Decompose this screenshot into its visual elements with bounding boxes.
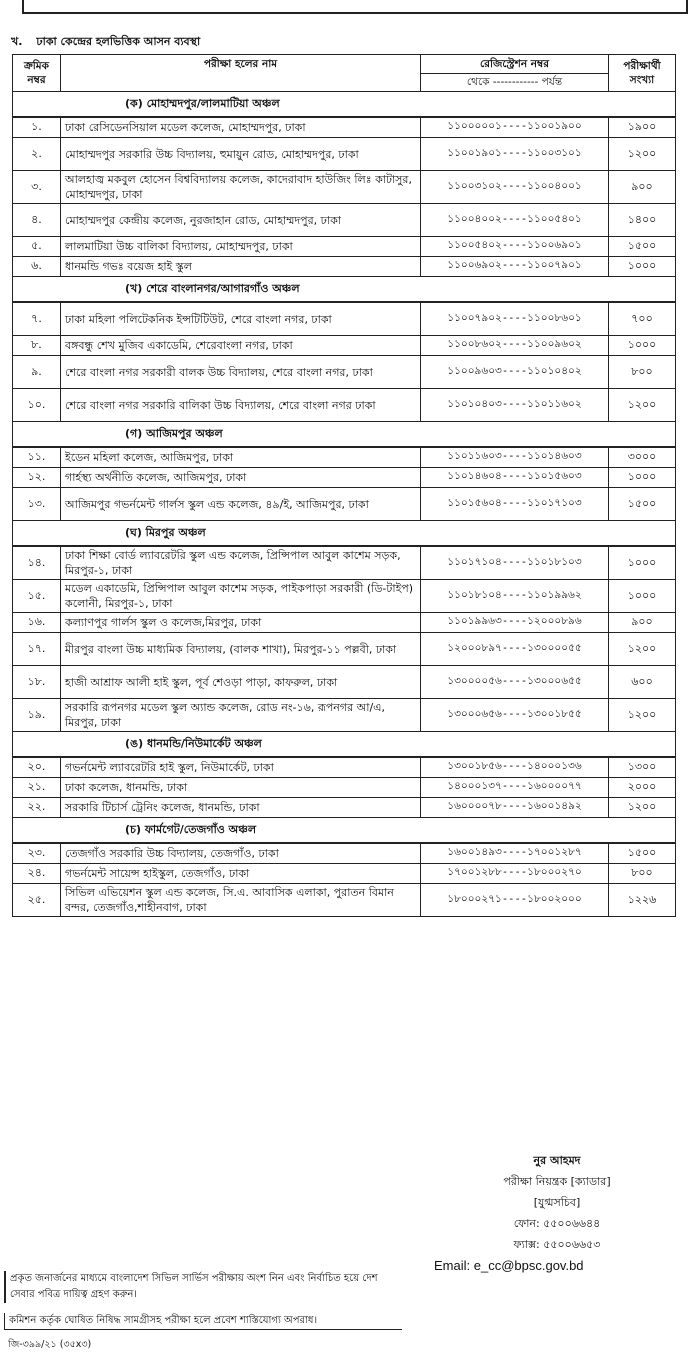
group-header-row [13,818,676,844]
candidate-count-cell: ১৫০০ [609,237,676,257]
reg-range-cell: ১৩০০১৮৫৬----১৪০০০১৩৬ [421,757,609,778]
table-row [13,171,676,204]
signatory-title: পরীক্ষা নিয়ন্ত্রক [ক্যাডার] [503,1175,611,1188]
serial-cell: ১৭. [13,633,61,666]
table-row [13,447,676,468]
group-header-row [13,92,676,118]
reg-range-cell: ১১০১১৬০৩----১১০১৪৬০৩ [421,447,609,468]
serial-cell: ১৪. [13,546,61,580]
header-count: পরীক্ষার্থী সংখ্যা [609,55,676,92]
signatory-name: নুর আহমদ [533,1154,581,1167]
hall-name-cell: সরকারি টিচার্স ট্রেনিং কলেজ, ধানমন্ডি, ঢাকা [61,798,421,818]
table-row [13,389,676,422]
reg-range-cell: ১১০১৭১০৪----১১০১৮১০৩ [421,546,609,580]
table-row [13,257,676,277]
candidate-count-cell: ১২২৬ [609,884,676,917]
hall-name-cell: মডেল একাডেমি, প্রিন্সিপাল আবুল কাশেম সড়ক, পাইকপাড়া সরকারী (ডি-টাইপ) কলোনী, মিরপুর-১, ঢাকা [61,580,421,613]
group-title: (ক) মোহাম্মদপুর/লালমাটিয়া অঞ্চল [13,92,676,118]
hall-name-cell: কল্যাণপুর গার্লস স্কুল ও কলেজ,মিরপুর, ঢাকা [61,613,421,633]
hall-name-cell: সিভিল এভিয়েশন স্কুল এন্ড কলেজ, সি.এ. আবাসিক এলাকা, পুরাতন বিমান বন্দর, তেজগাঁও,শাহীনবাগ, ঢাকা [61,884,421,917]
seat-plan-table [12,54,676,917]
candidate-count-cell: ১৫০০ [609,488,676,521]
candidate-count-cell: ২০০০ [609,778,676,798]
table-row [13,757,676,778]
hall-name-cell: ঢাকা কলেজ, ধানমন্ডি, ঢাকা [61,778,421,798]
candidate-count-cell: ১২০০ [609,633,676,666]
candidate-count-cell: ১০০০ [609,336,676,356]
reg-range-cell: ১১০১৪৬০৪----১১০১৫৬০৩ [421,468,609,488]
hall-name-cell: বঙ্গবন্ধু শেখ মুজিব একাডেমি, শেরেবাংলা নগর, ঢাকা [61,336,421,356]
serial-cell: ২৩. [13,843,61,864]
reg-range-cell: ১৮০০০২৭১----১৮০০২০০০ [421,884,609,917]
candidate-count-cell: ১৩০০ [609,757,676,778]
hall-name-cell: ঢাকা মহিলা পলিটেকনিক ইন্সটিটিউট, শেরে বাংলা নগর, ঢাকা [61,302,421,336]
document-code: জি-৩৯৯/২১ (৩৫x৩) [8,1339,92,1350]
candidate-count-cell: ৬০০ [609,666,676,699]
serial-cell: ৯. [13,356,61,389]
group-title: (ঙ) ধানমন্ডি/নিউমার্কেট অঞ্চল [13,732,676,758]
serial-cell: ১০. [13,389,61,422]
reg-range-cell: ১৩০০০০৫৬----১৩০০০৬৫৫ [421,666,609,699]
table-row [13,633,676,666]
table-row [13,488,676,521]
table-row [13,237,676,257]
hall-name-cell: শেরে বাংলা নগর সরকারি বালিকা উচ্চ বিদ্যালয়, শেরে বাংলা নগর ঢাকা [61,389,421,422]
serial-cell: ৫. [13,237,61,257]
serial-cell: ১৩. [13,488,61,521]
hall-name-cell: ইডেন মহিলা কলেজ, আজিমপুর, ঢাকা [61,447,421,468]
candidate-count-cell: ১০০০ [609,546,676,580]
serial-cell: ১৫. [13,580,61,613]
candidate-count-cell: ১২০০ [609,138,676,171]
reg-range-cell: ১১০১৯৯৬৩----১২০০০৮৯৬ [421,613,609,633]
exam-notice: প্রকৃত জনার্জনের মাধ্যমে বাংলাদেশ সিভিল সার্ভিস পরীক্ষায় অংশ নিন এবং নির্বাচিত হয়ে দেশ সেবার পবিত্র দায়িত্ব গ্রহণ করুন। [4,1271,405,1303]
reg-range-cell: ১১০১০৪০৩----১১০১১৬০২ [421,389,609,422]
hall-name-cell: লালমাটিয়া উচ্চ বালিকা বিদ্যালয়, মোহাম্মদপুর, ঢাকা [61,237,421,257]
group-header-row [13,732,676,758]
reg-range-cell: ১১০০৬৯০২----১১০০৭৯০১ [421,257,609,277]
candidate-count-cell: ১০০০ [609,580,676,613]
table-row [13,117,676,138]
table-row [13,884,676,917]
reg-range-cell: ১১০০৭৯০২----১১০০৮৬০১ [421,302,609,336]
table-row [13,336,676,356]
header-serial: ক্রমিক নম্বর [13,55,61,92]
table-row [13,468,676,488]
hall-name-cell: গার্হস্থ্য অর্থনীতি কলেজ, আজিমপুর, ঢাকা [61,468,421,488]
serial-cell: ৩. [13,171,61,204]
signature-block [432,1150,682,1276]
table-row [13,864,676,884]
serial-cell: ২. [13,138,61,171]
header-hall: পরীক্ষা হলের নাম [61,55,421,92]
reg-range-cell: ১১০০৮৬০২----১১০০৯৬০২ [421,336,609,356]
group-title: (ঘ) মিরপুর অঞ্চল [13,521,676,547]
candidate-count-cell: ১০০০ [609,257,676,277]
prohibited-items-notice: কমিশন কর্তৃক ঘোষিত নিষিদ্ধ সামগ্রীসহ পরীক্ষা হলে প্রবেশ শাস্তিযোগ্য অপরাধ। [4,1313,402,1330]
table-row [13,843,676,864]
serial-cell: ২১. [13,778,61,798]
group-header-row [13,422,676,448]
table-row [13,798,676,818]
serial-cell: ১৮. [13,666,61,699]
candidate-count-cell: ৩০০০ [609,447,676,468]
hall-name-cell: মোহাম্মদপুর কেন্দ্রীয় কলেজ, নুরজাহান রোড, মোহাম্মদপুর, ঢাকা [61,204,421,237]
section-marker: খ. [11,35,23,48]
reg-range-cell: ১৪০০০১৩৭----১৬০০০০৭৭ [421,778,609,798]
header-reg-sub: থেকে ------------ পর্যন্ত [421,73,609,92]
group-title: (খ) শেরে বাংলানগর/আগারগাঁও অঞ্চল [13,277,676,303]
table-row [13,613,676,633]
serial-cell: ১. [13,117,61,138]
top-border [0,0,693,14]
reg-range-cell: ১৬০০১৪৯৩----১৭০০১২৮৭ [421,843,609,864]
header-reg: রেজিস্ট্রেশন নম্বর [421,55,609,74]
serial-cell: ২৫. [13,884,61,917]
hall-name-cell: তেজগাঁও সরকারি উচ্চ বিদ্যালয়, তেজগাঁও, ঢাকা [61,843,421,864]
group-title: (চ) ফার্মগেট/তেজগাঁও অঞ্চল [13,818,676,844]
hall-name-cell: সরকারি রূপনগর মডেল স্কুল অ্যান্ড কলেজ, রোড নং-১৬, রূপনগর আ/এ, মিরপুর, ঢাকা [61,699,421,732]
hall-name-cell: ধানমন্ডি গভঃ বয়েজ হাই স্কুল [61,257,421,277]
serial-cell: ১১. [13,447,61,468]
serial-cell: ২৪. [13,864,61,884]
reg-range-cell: ১২০০০৮৯৭----১৩০০০০৫৫ [421,633,609,666]
reg-range-cell: ১১০১৮১০৪----১১০১৯৯৬২ [421,580,609,613]
hall-name-cell: ঢাকা শিক্ষা বোর্ড ল্যাবরেটরি স্কুল এন্ড কলেজ, প্রিন্সিপাল আবুল কাশেম সড়ক, মিরপুর-১, ঢাকা [61,546,421,580]
table-row [13,138,676,171]
table-row [13,546,676,580]
hall-name-cell: গভর্নমেন্ট ল্যাবরেটরি হাই স্কুল, নিউমার্কেট, ঢাকা [61,757,421,778]
reg-range-cell: ১১০০১৯০১----১১০০৩১০১ [421,138,609,171]
serial-cell: ১৯. [13,699,61,732]
hall-name-cell: গভর্নমেন্ট সায়েন্স হাইস্কুল, তেজগাঁও, ঢাকা [61,864,421,884]
table-row [13,666,676,699]
hall-name-cell: শেরে বাংলা নগর সরকারী বালক উচ্চ বিদ্যালয়, শেরে বাংলা নগর, ঢাকা [61,356,421,389]
table-row [13,580,676,613]
serial-cell: ২২. [13,798,61,818]
candidate-count-cell: ১০০০ [609,468,676,488]
candidate-count-cell: ১২০০ [609,389,676,422]
serial-cell: ৭. [13,302,61,336]
reg-range-cell: ১৭০০১২৮৮----১৮০০০২৭০ [421,864,609,884]
hall-name-cell: ঢাকা রেসিডেনসিয়াল মডেল কলেজ, মোহাম্মদপুর, ঢাকা [61,117,421,138]
candidate-count-cell: ১৪০০ [609,204,676,237]
candidate-count-cell: ১২০০ [609,699,676,732]
group-header-row [13,277,676,303]
fax-number: ফ্যাক্স: ৫৫০০৬৬৫৩ [513,1238,601,1251]
candidate-count-cell: ৭০০ [609,302,676,336]
table-row [13,778,676,798]
serial-cell: ১২. [13,468,61,488]
reg-range-cell: ১১০০৪০০২----১১০০৫৪০১ [421,204,609,237]
serial-cell: ৪. [13,204,61,237]
reg-range-cell: ১১০০০০০১----১১০০১৯০০ [421,117,609,138]
serial-cell: ২০. [13,757,61,778]
table-row [13,699,676,732]
hall-name-cell: আলহাজ্ব মকবুল হোসেন বিশ্ববিদ্যালয় কলেজ, কাদেরাবাদ হাউজিং লিঃ কাটাসুর, মোহাম্মদপুর, ঢাকা [61,171,421,204]
hall-name-cell: মীরপুর বাংলা উচ্চ মাধ্যমিক বিদ্যালয়, (বালক শাখা), মিরপুর-১১ পল্লবী, ঢাকা [61,633,421,666]
table-body [13,92,676,917]
email-address: Email: e_cc@bpsc.gov.bd [434,1258,584,1273]
serial-cell: ৬. [13,257,61,277]
candidate-count-cell: ১৫০০ [609,843,676,864]
candidate-count-cell: ৮০০ [609,864,676,884]
signatory-rank: [যুগ্মসচিব] [533,1196,581,1209]
reg-range-cell: ১৩০০০৬৫৬----১৩০০১৮৫৫ [421,699,609,732]
serial-cell: ৮. [13,336,61,356]
table-row [13,302,676,336]
section-title: ঢাকা কেন্দ্রের হলভিত্তিক আসন ব্যবস্থা [36,35,201,48]
reg-range-cell: ১১০০৩১০২----১১০০৪০০১ [421,171,609,204]
hall-name-cell: হাজী আশ্রাফ আলী হাই স্কুল, পূর্ব শেওড়া পাড়া, কাফরুল, ঢাকা [61,666,421,699]
hall-name-cell: মোহাম্মদপুর সরকারি উচ্চ বিদ্যালয়, হুমায়ুন রোড, মোহাম্মদপুর, ঢাকা [61,138,421,171]
hall-name-cell: আজিমপুর গভর্নমেন্ট গার্লস স্কুল এন্ড কলেজ, ৪৯/ই, আজিমপুর, ঢাকা [61,488,421,521]
section-heading [11,33,214,52]
table-row [13,356,676,389]
candidate-count-cell: ৯০০ [609,613,676,633]
table-row [13,204,676,237]
phone-number: ফোন: ৫৫০০৬৬৪৪ [513,1217,601,1230]
candidate-count-cell: ১৯০০ [609,117,676,138]
reg-range-cell: ১১০০৫৪০২----১১০০৬৯০১ [421,237,609,257]
candidate-count-cell: ৯০০ [609,171,676,204]
group-header-row [13,521,676,547]
candidate-count-cell: ১২০০ [609,798,676,818]
reg-range-cell: ১৬০০০০৭৮----১৬০০১৪৯২ [421,798,609,818]
candidate-count-cell: ৮০০ [609,356,676,389]
serial-cell: ১৬. [13,613,61,633]
reg-range-cell: ১১০১৫৬০৪----১১০১৭১০৩ [421,488,609,521]
reg-range-cell: ১১০০৯৬০৩----১১০১০৪০২ [421,356,609,389]
group-title: (গ) আজিমপুর অঞ্চল [13,422,676,448]
